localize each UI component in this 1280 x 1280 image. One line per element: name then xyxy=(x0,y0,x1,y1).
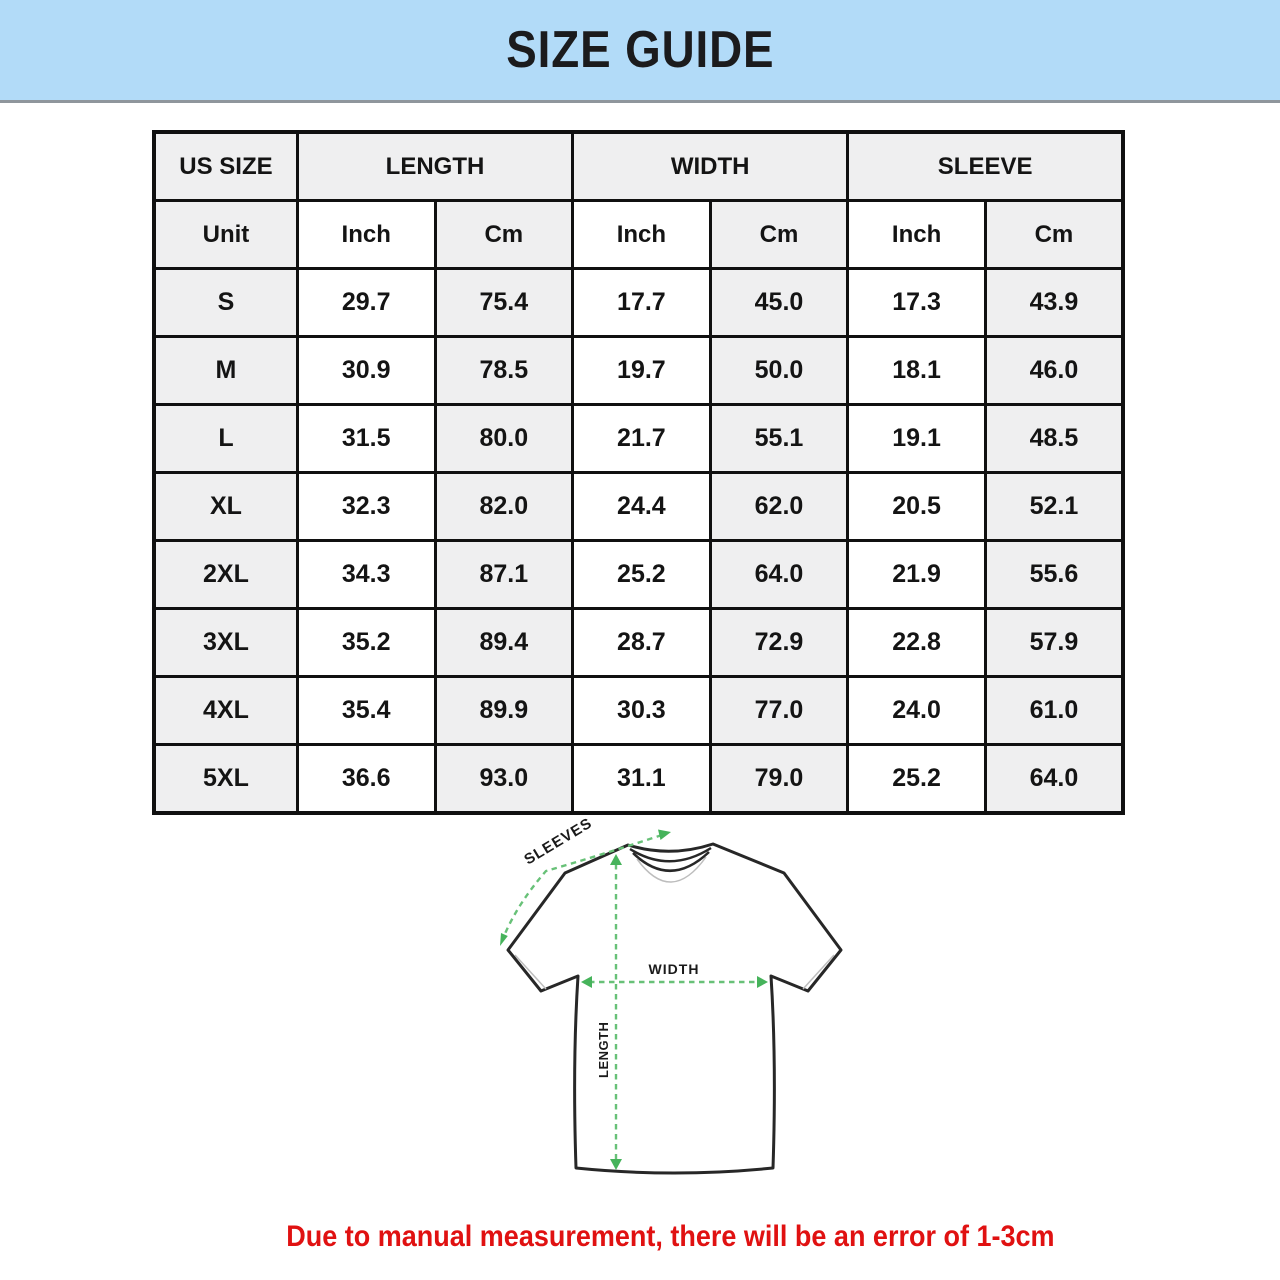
size-cell: S xyxy=(154,269,297,337)
measurement-cell: 19.1 xyxy=(848,405,986,473)
measurement-cell: 72.9 xyxy=(710,609,848,677)
measurement-cell: 52.1 xyxy=(985,473,1123,541)
measurement-cell: 89.4 xyxy=(435,609,573,677)
arrowhead-icon xyxy=(500,933,508,946)
table-row xyxy=(154,405,1123,473)
measurement-cell: 34.3 xyxy=(297,541,435,609)
measurement-cell: 87.1 xyxy=(435,541,573,609)
measurement-cell: 75.4 xyxy=(435,269,573,337)
measurement-cell: 19.7 xyxy=(573,337,711,405)
measurement-cell: 30.3 xyxy=(573,677,711,745)
size-cell: 3XL xyxy=(154,609,297,677)
column-header-length: LENGTH xyxy=(297,132,572,201)
size-cell: M xyxy=(154,337,297,405)
measurement-cell: 29.7 xyxy=(297,269,435,337)
measurement-cell: 62.0 xyxy=(710,473,848,541)
tshirt-diagram-icon xyxy=(458,808,878,1233)
table-row xyxy=(154,609,1123,677)
arrowhead-icon xyxy=(658,830,671,841)
measurement-cell: 61.0 xyxy=(985,677,1123,745)
unit-cell: Inch xyxy=(848,201,986,269)
table-row xyxy=(154,541,1123,609)
size-guide-table xyxy=(152,130,1125,815)
measurement-cell: 25.2 xyxy=(848,745,986,814)
column-header-width: WIDTH xyxy=(573,132,848,201)
measurement-cell: 79.0 xyxy=(710,745,848,814)
measurement-cell: 32.3 xyxy=(297,473,435,541)
measurement-cell: 55.1 xyxy=(710,405,848,473)
measurement-cell: 22.8 xyxy=(848,609,986,677)
measurement-cell: 18.1 xyxy=(848,337,986,405)
table-row xyxy=(154,745,1123,814)
measurement-cell: 24.0 xyxy=(848,677,986,745)
title-banner xyxy=(0,0,1280,103)
width-label: WIDTH xyxy=(648,961,700,977)
measurement-cell: 93.0 xyxy=(435,745,573,814)
measurement-cell: 46.0 xyxy=(985,337,1123,405)
measurement-cell: 28.7 xyxy=(573,609,711,677)
size-cell: 2XL xyxy=(154,541,297,609)
measurement-cell: 55.6 xyxy=(985,541,1123,609)
measurement-cell: 35.4 xyxy=(297,677,435,745)
column-header-sleeve: SLEEVE xyxy=(848,132,1123,201)
measurement-cell: 89.9 xyxy=(435,677,573,745)
measurement-cell: 50.0 xyxy=(710,337,848,405)
unit-cell: Inch xyxy=(573,201,711,269)
measurement-cell: 17.7 xyxy=(573,269,711,337)
unit-cell: Cm xyxy=(985,201,1123,269)
measurement-cell: 35.2 xyxy=(297,609,435,677)
measurement-cell: 21.7 xyxy=(573,405,711,473)
measurement-disclaimer xyxy=(0,1220,1280,1254)
measurement-cell: 43.9 xyxy=(985,269,1123,337)
measurement-cell: 64.0 xyxy=(710,541,848,609)
measurement-cell: 36.6 xyxy=(297,745,435,814)
table-row xyxy=(154,269,1123,337)
table-row xyxy=(154,473,1123,541)
table-row xyxy=(154,677,1123,745)
table-row xyxy=(154,337,1123,405)
unit-cell: Inch xyxy=(297,201,435,269)
measurement-cell: 80.0 xyxy=(435,405,573,473)
sleeves-label: SLEEVES xyxy=(521,814,596,869)
measurement-cell: 45.0 xyxy=(710,269,848,337)
measurement-cell: 31.1 xyxy=(573,745,711,814)
unit-cell: Cm xyxy=(710,201,848,269)
measurement-cell: 64.0 xyxy=(985,745,1123,814)
measurement-cell: 20.5 xyxy=(848,473,986,541)
size-cell: XL xyxy=(154,473,297,541)
measurement-cell: 30.9 xyxy=(297,337,435,405)
size-cell: 5XL xyxy=(154,745,297,814)
page-title: SIZE GUIDE xyxy=(505,21,775,79)
measurement-cell: 21.9 xyxy=(848,541,986,609)
measurement-cell: 31.5 xyxy=(297,405,435,473)
measurement-cell: 78.5 xyxy=(435,337,573,405)
measurement-cell: 77.0 xyxy=(710,677,848,745)
measurement-cell: 48.5 xyxy=(985,405,1123,473)
size-cell: L xyxy=(154,405,297,473)
unit-row xyxy=(154,201,1123,269)
unit-label: Unit xyxy=(154,201,297,269)
disclaimer-text: Due to manual measurement, there will be an error of 1-3cm xyxy=(286,1220,1055,1253)
measurement-cell: 57.9 xyxy=(985,609,1123,677)
table-header-row xyxy=(154,132,1123,201)
length-label: LENGTH xyxy=(596,1021,611,1078)
measurement-cell: 25.2 xyxy=(573,541,711,609)
measurement-cell: 24.4 xyxy=(573,473,711,541)
tshirt-measurement-diagram xyxy=(458,808,878,1233)
unit-cell: Cm xyxy=(435,201,573,269)
column-header-us-size: US SIZE xyxy=(154,132,297,201)
size-cell: 4XL xyxy=(154,677,297,745)
measurement-cell: 82.0 xyxy=(435,473,573,541)
tshirt-outline xyxy=(508,844,841,1173)
measurement-cell: 17.3 xyxy=(848,269,986,337)
